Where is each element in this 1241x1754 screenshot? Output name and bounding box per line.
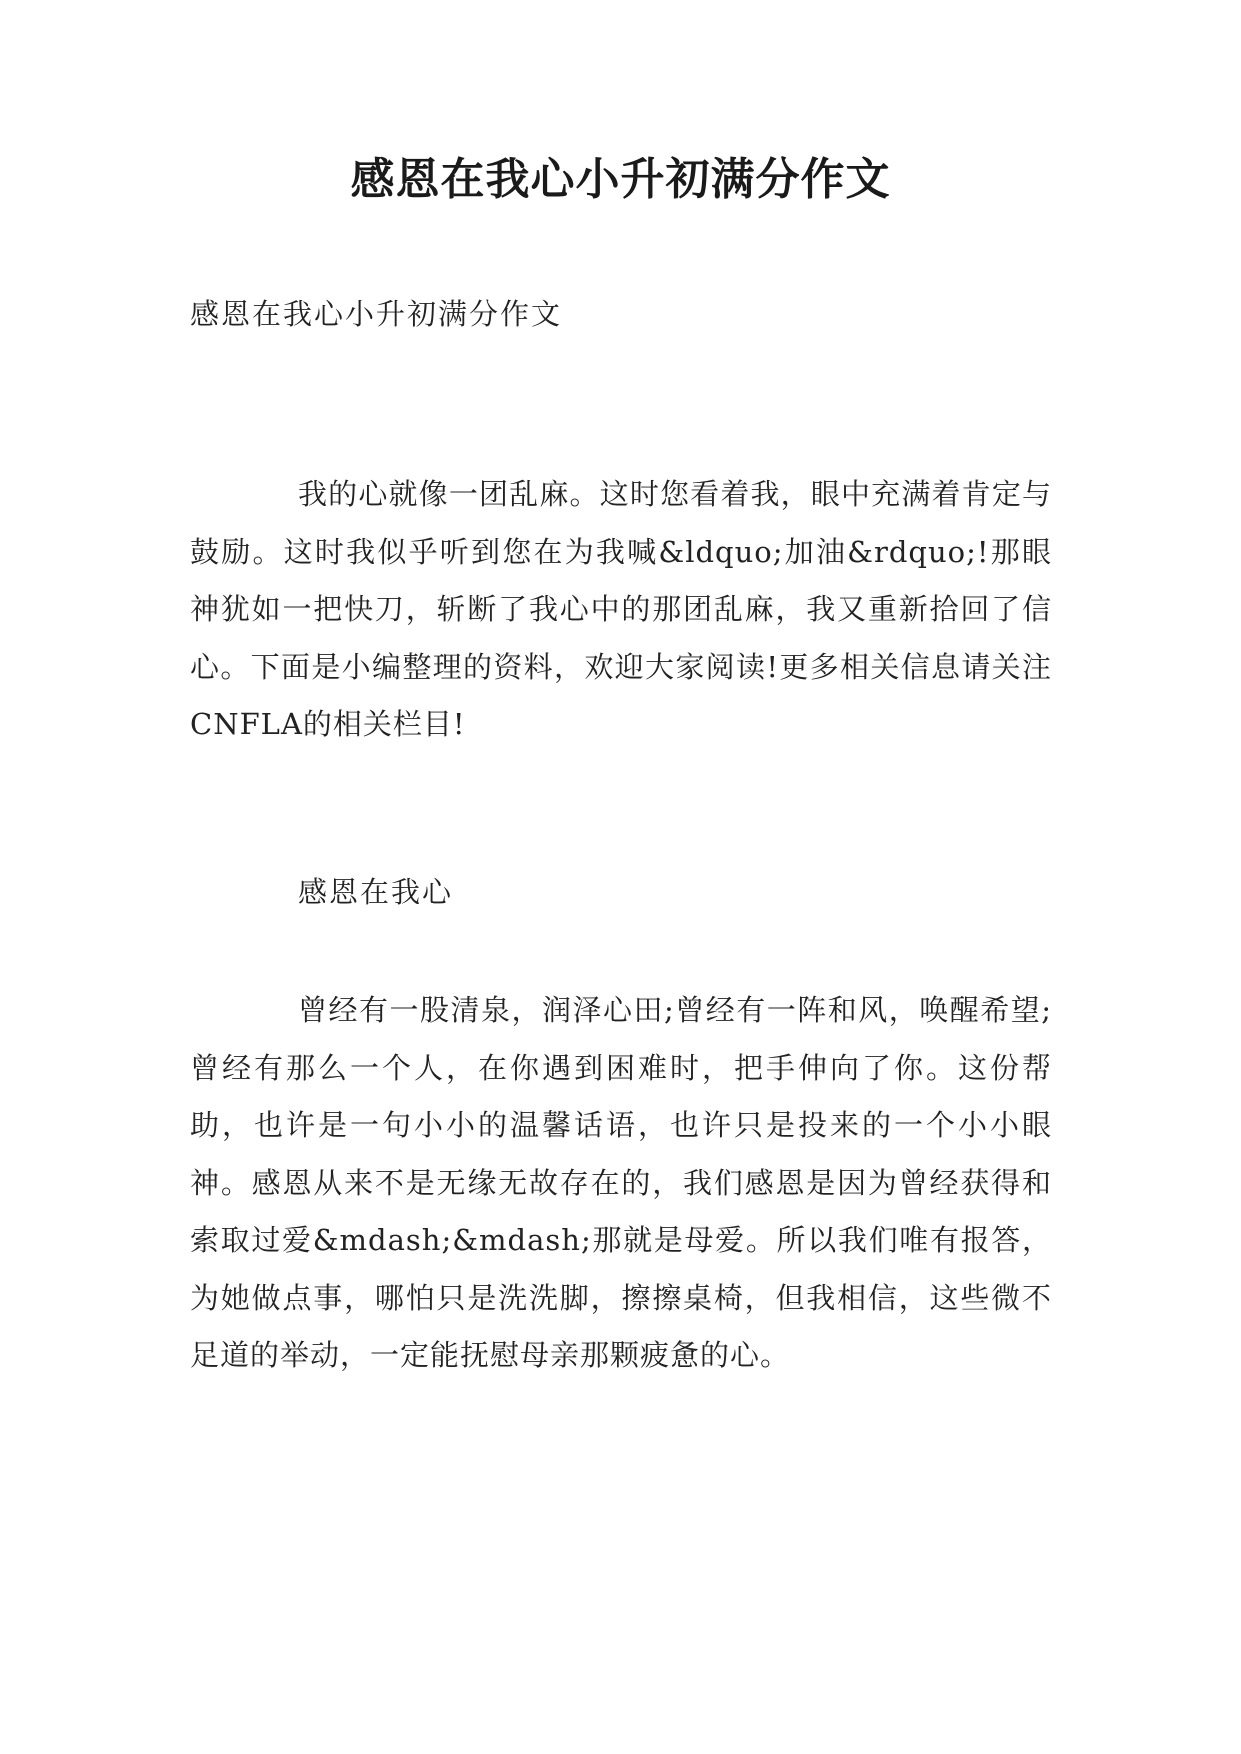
document-title: 感恩在我心小升初满分作文: [350, 154, 891, 205]
section-heading: 感恩在我心: [298, 875, 454, 909]
essay-paragraph: 曾经有一股清泉，润泽心田;曾经有一阵和风，唤醒希望;曾经有那么一个人，在你遇到困难时，把手伸向了你。这份帮助，也许是一句小小的温馨话语，也许只是投来的一个小小眼神。感恩从来不是无缘无故存在的，我们感恩是因为曾经获得和索取过爱&mdash;&mdash;那就是母爱。所以我们唯有报答，为她做点事，哪怕只是洗洗脚，擦擦桌椅，但我相信，这些微不足道的举动，一定能抚慰母亲那颗疲惫的心。: [190, 993, 1052, 1372]
intro-paragraph: 我的心就像一团乱麻。这时您看着我，眼中充满着肯定与鼓励。这时我似乎听到您在为我喊&ldquo;加油&rdquo;!那眼神犹如一把快刀，斩断了我心中的那团乱麻，我又重新拾回了信心。下面是小编整理的资料，欢迎大家阅读!更多相关信息请关注CNFLA的相关栏目!: [190, 477, 1052, 741]
document-subtitle: 感恩在我心小升初满分作文: [190, 297, 563, 331]
